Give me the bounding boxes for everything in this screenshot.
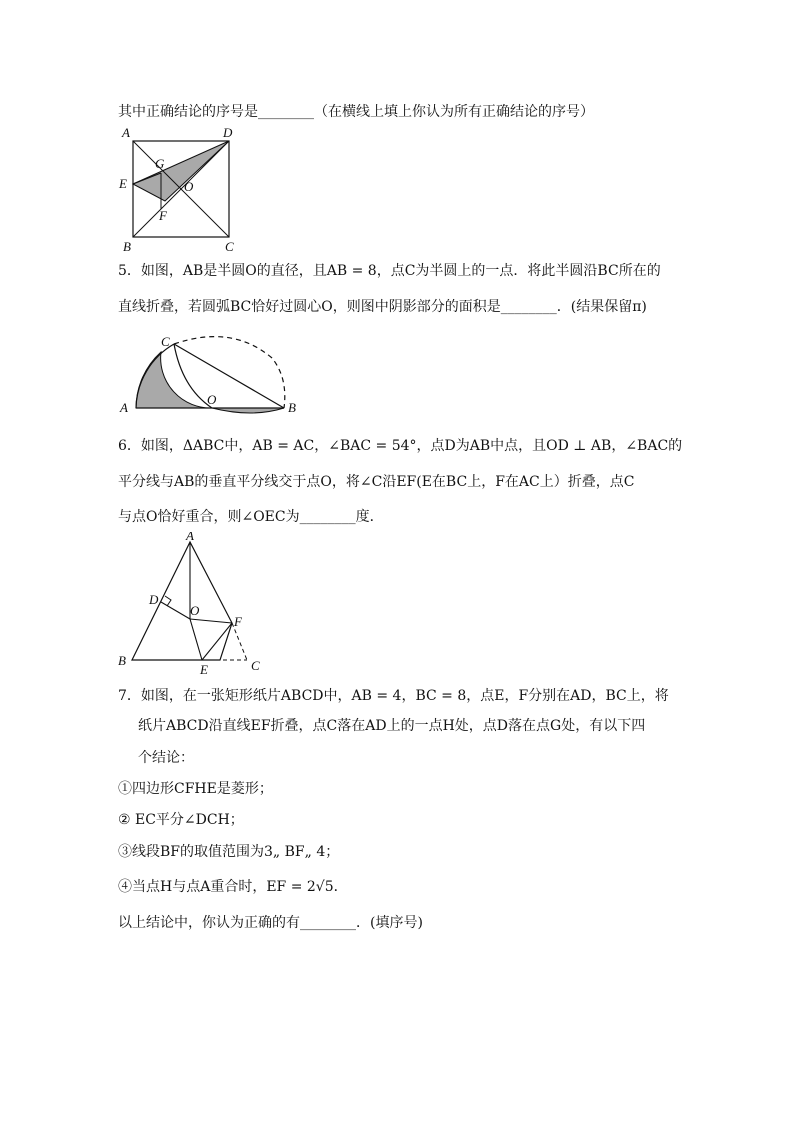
shaded-left [136,352,212,408]
q7-line-3: 个结论： [138,750,194,766]
segment-ef [202,623,232,660]
label-b: B [123,239,131,254]
q7-answer-line: 以上结论中，你认为正确的有________．(填序号) [118,915,423,931]
label-c: C [161,334,170,349]
q7-conclusion-1: ①四边形CFHE是菱形； [118,781,273,797]
chord-bc [174,344,284,408]
label-d: D [223,125,233,140]
label-o: O [190,603,200,618]
shaded-lower [212,408,284,413]
label-c: C [251,658,260,673]
segment-of [190,619,232,623]
figure-q4 [112,124,246,254]
label-f: F [234,614,242,629]
label-d: D [149,592,159,607]
label-o: O [207,392,217,407]
q6-line-1: 6．如图，ΔABC中，AB = AC，∠BAC = 54°，点D为AB中点，且OD ⊥ AB，∠BAC的 [118,438,683,454]
label-a: A [186,532,194,543]
label-f: F [159,208,167,223]
q5-line-2: 直线折叠，若圆弧BC恰好过圆心O，则图中阴影部分的面积是________．(结果保留π) [118,299,647,315]
segment-oe [190,619,202,660]
label-e: E [119,176,127,191]
q6-line-3: 与点O恰好重合，则∠OEC为________度． [118,509,384,525]
figure-q6 [112,532,272,678]
q7-conclusion-2: ② EC平分∠DCH； [118,812,244,828]
label-c: C [225,239,234,254]
q7-line-1: 7．如图，在一张矩形纸片ABCD中，AB = 4，BC = 8，点E，F分别在AD，BC上，将 [118,688,669,704]
q7-conclusion-4: ④当点H与点A重合时，EF = 2√5． [118,879,348,895]
label-g: G [155,156,165,171]
q7-line-2: 纸片ABCD沿直线EF折叠，点C落在AD上的一点H处，点D落在点G处，有以下四 [138,718,646,734]
q6-line-2: 平分线与AB的垂直平分线交于点O，将∠C沿EF(E在BC上，F在AC上）折叠，点C [118,474,635,490]
original-arc-dashed [174,337,285,408]
q7-conclusion-3: ③线段BF的取值范围为3„ BF„ 4； [118,844,340,860]
figure-q5 [112,326,312,422]
label-a: A [120,400,128,415]
shaded-triangle [133,141,229,201]
label-a: A [122,125,130,140]
perp-do [161,602,190,619]
q5-line-1: 5．如图，AB是半圆O的直径，且AB = 8，点C为半圆上的一点．将此半圆沿BC所在的 [118,263,661,279]
label-e: E [200,662,208,677]
label-b: B [288,400,296,415]
label-o: O [184,179,194,194]
q4-answer-line: 其中正确结论的序号是________（在横线上填上你认为所有正确结论的序号） [118,104,594,120]
label-b: B [118,653,126,668]
